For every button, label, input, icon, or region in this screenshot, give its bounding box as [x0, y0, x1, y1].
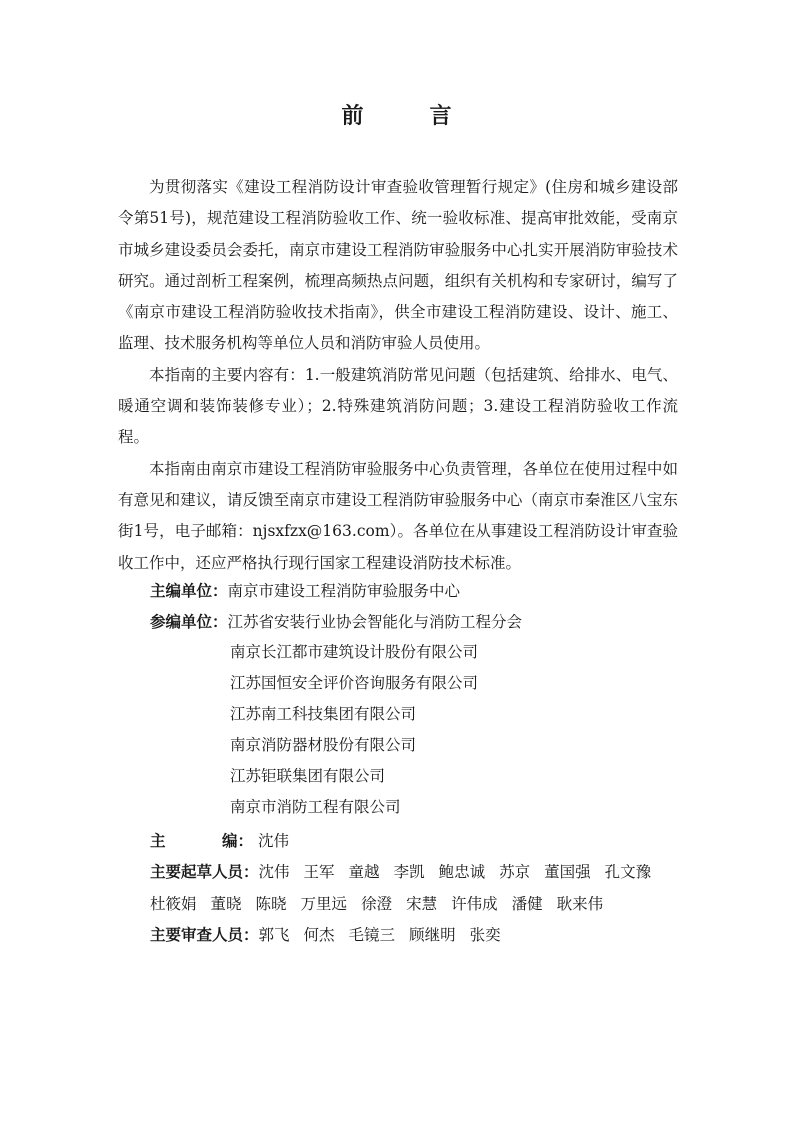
- reviewers-name: 顾继明: [409, 926, 456, 944]
- participating-unit-item: 江苏钜联集团有限公司: [230, 767, 386, 785]
- participating-unit-item: 江苏国恒安全评价咨询服务有限公司: [230, 674, 479, 692]
- drafters-name: 苏京: [499, 863, 531, 881]
- participating-unit-item: 南京消防器材股份有限公司: [230, 736, 417, 754]
- chief-unit-row: [150, 575, 460, 607]
- drafters-name: 宋慧: [406, 894, 438, 913]
- paragraph-3: 本指南由南京市建设工程消防审验服务中心负责管理，各单位在使用过程中如有意见和建议，请反馈至南京市建设工程消防审验服务中心（南京市秦淮区八宝东街1号，电子邮箱：njsxfzx@163.com）。各单位在从事建设工程消防设计审查验收工作中，还应严格执行现行国家工程建设消防技术标准。: [118, 459, 678, 572]
- paragraph-2: 本指南的主要内容有：1.一般建筑消防常见问题（包括建筑、给排水、电气、暖通空调和装饰装修专业）；2.特殊建筑消防问题；3.建设工程消防验收工作流程。: [118, 365, 678, 447]
- participating-units-row: [150, 606, 522, 638]
- chief-editor-row: [150, 825, 289, 857]
- drafters-block: [150, 856, 690, 920]
- reviewers-name: 郭飞: [258, 926, 290, 944]
- drafters-name: 童越: [348, 863, 380, 881]
- chief-editor-value: 沈伟: [258, 832, 290, 850]
- participating-unit-item: 江苏南工科技集团有限公司: [230, 705, 417, 723]
- drafters-name: 万里远: [300, 894, 348, 913]
- drafters-name: 杜筱娟: [150, 894, 197, 913]
- chief-unit-value: 南京市建设工程消防审验服务中心: [227, 582, 461, 600]
- reviewers-label: 主要审查人员：: [150, 925, 259, 944]
- drafters-name: 沈伟: [258, 863, 290, 881]
- drafters-name: 董晓: [210, 894, 242, 913]
- chief-editor-label-b: 编：: [222, 831, 254, 850]
- reviewers-name: 毛镜三: [348, 926, 396, 944]
- drafters-name: 孔文豫: [604, 863, 652, 881]
- participating-unit-item: 江苏省安装行业协会智能化与消防工程分会: [227, 613, 523, 631]
- reviewers-name: 张奕: [469, 926, 501, 944]
- preface-body: [118, 172, 678, 579]
- drafters-name: 陈晓: [255, 894, 287, 913]
- chief-unit-label: 主编单位：: [150, 581, 228, 600]
- participating-unit-item: 南京市消防工程有限公司: [230, 798, 401, 816]
- paragraph-1: 为贯彻落实《建设工程消防设计审查验收管理暂行规定》(住房和城乡建设部令第51号)，规范建设工程消防验收工作、统一验收标准、提高审批效能，受南京市城乡建设委员会委托，南京市建设工程消防审验服务中心扎实开展消防审验技术研究。通过剖析工程案例，梳理高频热点问题，组织有关机构和专家研讨，编写了《南京市建设工程消防验收技术指南》，供全市建设工程消防建设、设计、施工、监理、技术服务机构等单位人员和消防审验人员使用。: [118, 178, 678, 353]
- page-title: 前 言: [341, 103, 474, 129]
- drafters-name: 董国强: [544, 863, 591, 881]
- reviewers-name: 何杰: [303, 926, 335, 944]
- chief-editor-label: [150, 825, 258, 856]
- chief-editor-label-a: 主: [150, 831, 166, 850]
- drafters-name: 耿来伟: [556, 894, 604, 913]
- drafters-name: 王军: [303, 863, 335, 881]
- participating-unit-item: 南京长江都市建筑设计股份有限公司: [230, 643, 479, 661]
- drafters-name: 潘健: [511, 894, 543, 913]
- drafters-name: 徐澄: [361, 894, 393, 913]
- drafters-name: 李凯: [393, 863, 425, 881]
- participating-units-label: 参编单位：: [150, 612, 228, 631]
- drafters-name: 鲍忠诚: [438, 863, 486, 881]
- reviewers-names: [259, 926, 515, 944]
- drafters-name: 许伟成: [451, 894, 498, 913]
- drafters-label: 主要起草人员：: [150, 862, 259, 881]
- reviewers-block: [150, 919, 690, 952]
